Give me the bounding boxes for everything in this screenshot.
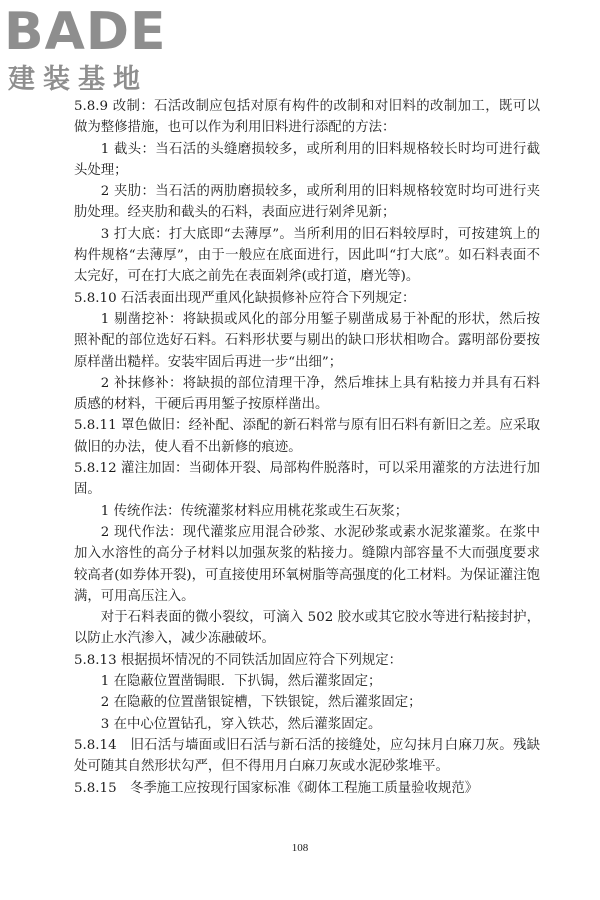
paragraph: 2 补抹修补：将缺损的部位清理干净，然后堆抹上具有粘接力并具有石料质感的材料，干硬后再用錾子按原样凿出。 xyxy=(74,375,540,413)
paragraph: 5.8.9 改制：石活改制应包括对原有构件的改制和对旧料的改制加工，既可以做为整修措施，也可以作为利用旧料进行添配的方法： xyxy=(74,99,540,136)
logo-subtitle: 建装基地 xyxy=(8,64,148,95)
paragraph: 5.8.15 冬季施工应按现行国家标准《砌体工程施工质量验收规范》 xyxy=(74,780,479,796)
paragraph: 1 在隐蔽位置凿锔眼．下扒锔，然后灌浆固定； xyxy=(100,674,382,690)
logo xyxy=(4,4,184,100)
paragraph: 5.8.13 根据损坏情况的不同铁活加固应符合下列规定： xyxy=(74,652,403,668)
page-number: 108 xyxy=(291,842,309,854)
paragraph: 1 剔凿挖补：将缺损或风化的部分用錾子剔凿成易于补配的形状，然后按照补配的部位选好石料。石料形状要与剔出的缺口形状相吻合。露明部份要按原样凿出糙样。安装牢固后再进一步“出细”； xyxy=(74,311,540,370)
paragraph: 2 在隐蔽的位置凿银锭槽，下铁银锭，然后灌浆固定； xyxy=(100,695,422,711)
paragraph: 2 夹肋：当石活的两肋磨损较多，或所利用的旧料规格较宽时均可进行夹肋处理。经夹肋和截头的石料，表面应进行剁斧见新； xyxy=(74,184,540,221)
paragraph: 1 截头：当石活的头缝磨损较多，或所利用的旧料规格较长时均可进行截头处理； xyxy=(74,141,540,178)
paragraph: 5.8.11 罩色做旧：经补配、添配的新石料常与原有旧石料有新旧之差。应采取做旧的办法，使人看不出新修的痕迹。 xyxy=(74,418,540,455)
paragraph: 3 在中心位置钻孔，穿入铁芯，然后灌浆固定。 xyxy=(100,716,382,732)
paragraph: 5.8.10 石活表面出现严重风化缺损修补应符合下列规定： xyxy=(74,290,416,306)
paragraph: 对于石料表面的微小裂纹，可滴入 502 胶水或其它胶水等进行粘接封护，以防止水汽渗入，减少冻融破坏。 xyxy=(74,610,540,647)
paragraph: 1 传统作法：传统灌浆材料应用桃花浆或生石灰浆； xyxy=(100,503,409,519)
paragraph: 2 现代作法：现代灌浆应用混合砂浆、水泥砂浆或素水泥浆灌浆。在浆中加入水溶性的高分子材料以加强灰浆的粘接力。缝隙内部容量不大而强度要求较高者(如券体开裂)，可直接使用环氧树脂等高强度的化工材料。为保证灌注饱满，可用高压注入。 xyxy=(74,524,540,604)
paragraph: 3 打大底：打大底即“去薄厚”。当所利用的旧石料较厚时，可按建筑上的构件规格“去薄厚”，由于一般应在底面进行，因此叫“打大底”。如石料表面不太完好，可在打大底之前先在表面剁斧(或打道，磨光等)。 xyxy=(74,226,540,285)
paragraph: 5.8.14 旧石活与墙面或旧石活与新石活的接缝处，应勾抹月白麻刀灰。残缺处可随其自然形状勾严，但不得用月白麻刀灰或水泥砂浆堆平。 xyxy=(74,737,540,775)
logo-brand: BADE xyxy=(4,2,167,62)
document-body xyxy=(74,96,540,799)
paragraph: 5.8.12 灌注加固：当砌体开裂、局部构件脱落时，可以采用灌浆的方法进行加固。 xyxy=(74,461,540,498)
